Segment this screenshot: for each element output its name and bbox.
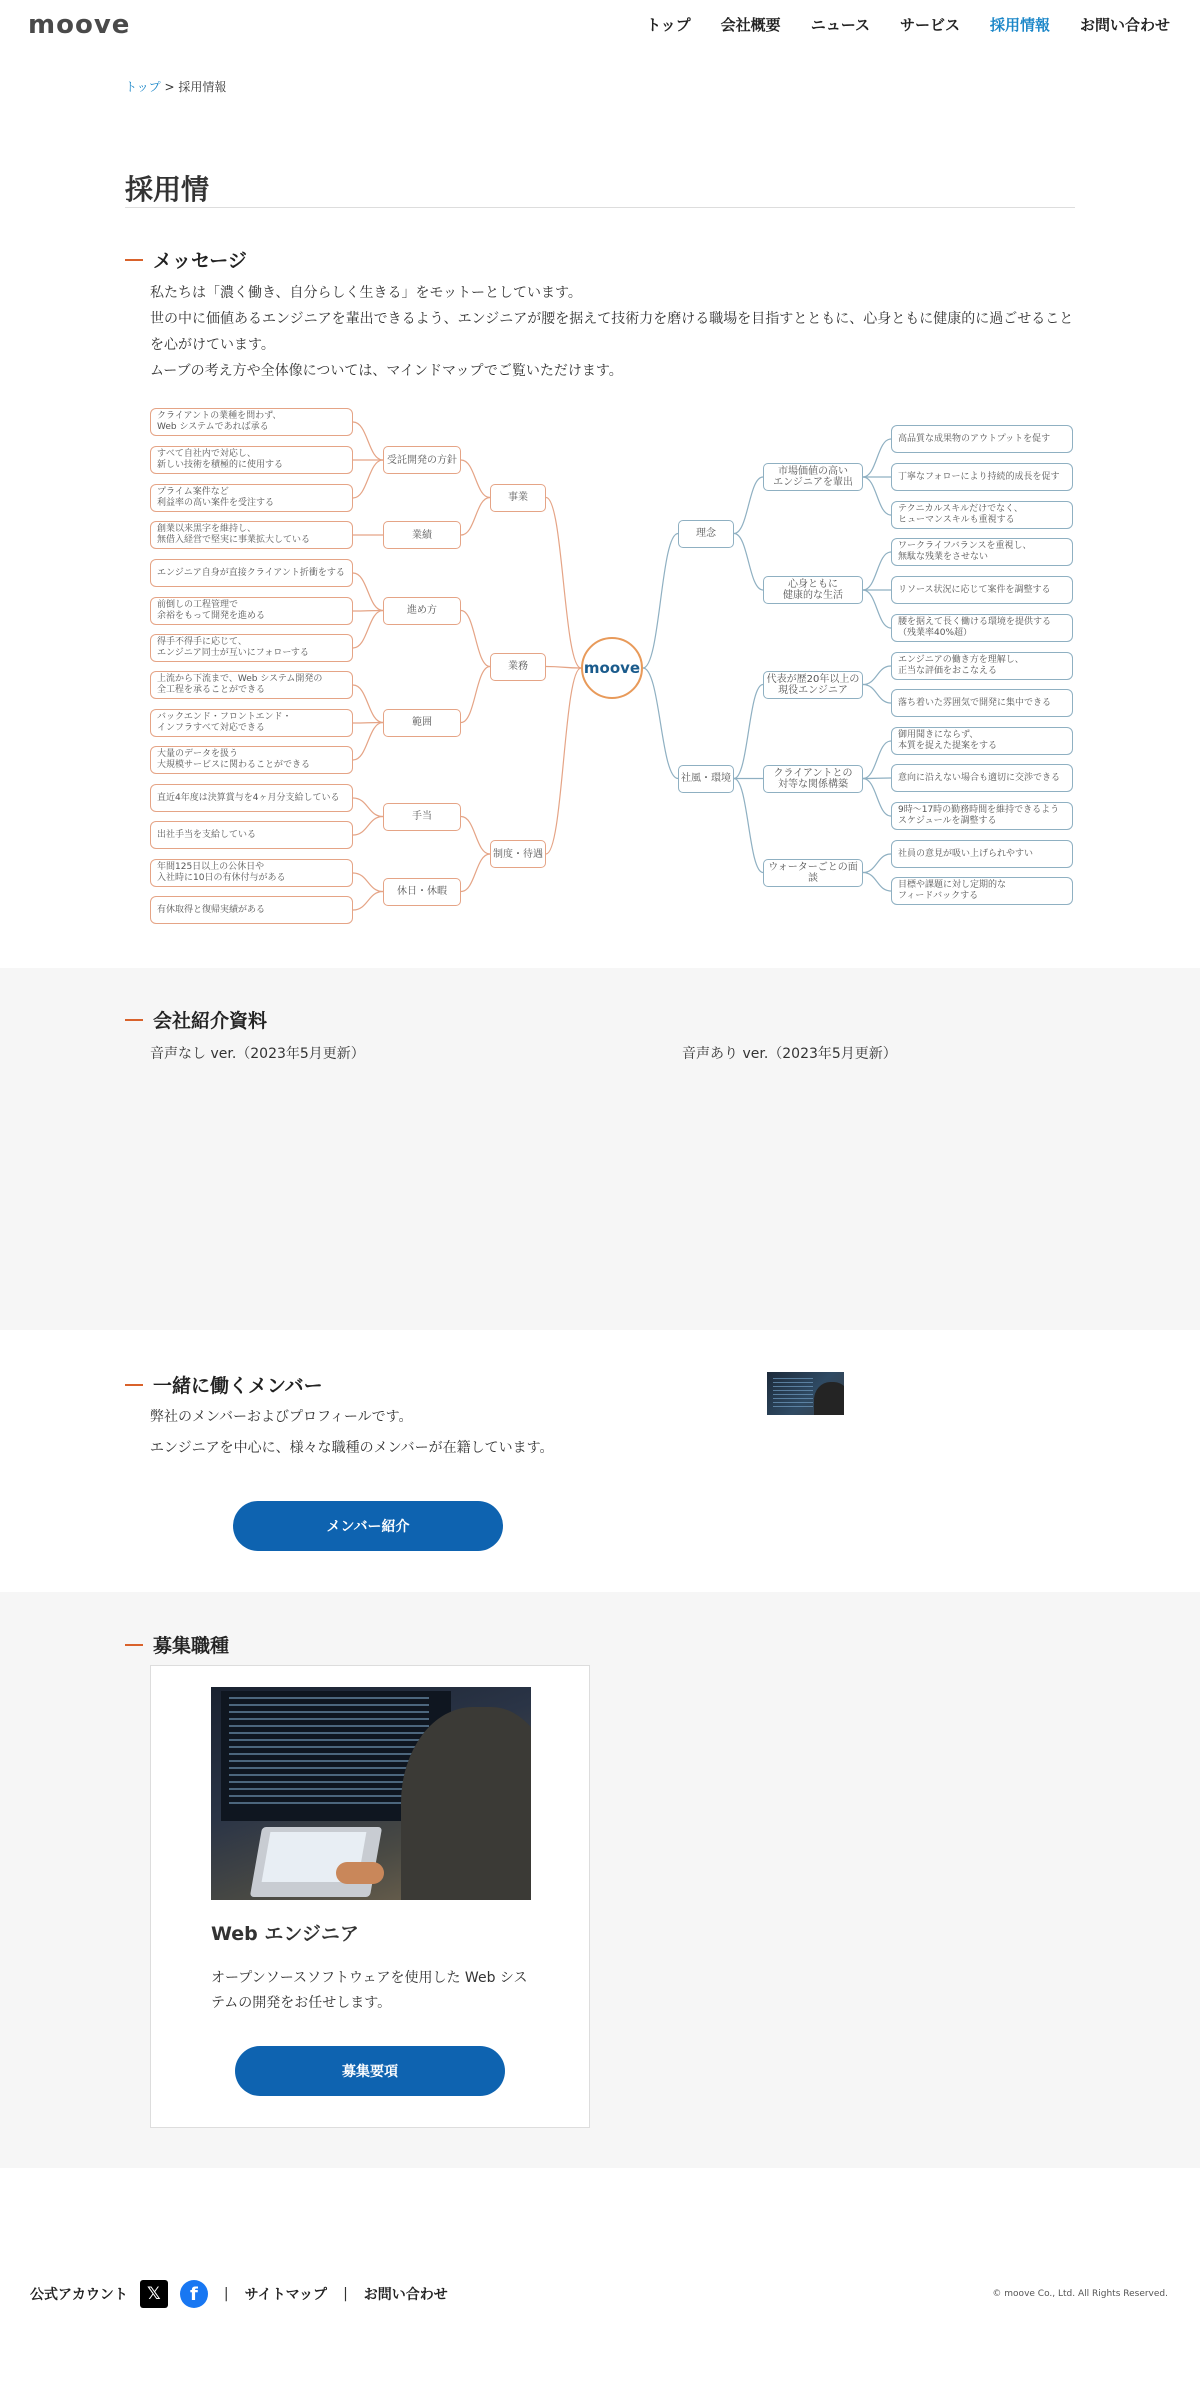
mindmap-right-leaf: 9時〜17時の勤務時間を維持できるよう スケジュールを調整する [891, 802, 1073, 830]
mindmap-connector [643, 534, 678, 669]
mindmap-connector [461, 498, 490, 536]
mindmap-right-leaf: 丁寧なフォローにより持続的成長を促す [891, 463, 1073, 491]
message-line: 私たちは「濃く働き、自分らしく生きる」をモットーとしています。 [150, 285, 582, 301]
message-body [150, 280, 1080, 384]
main-nav [646, 14, 1170, 35]
mindmap-right-main: 社風・環境 [678, 765, 734, 793]
mindmap-left-mid: 進め方 [383, 597, 461, 625]
x-icon[interactable]: 𝕏 [140, 2280, 168, 2308]
job-description: オープンソースソフトウェアを使用した Web システムの開発をお任せします。 [211, 1970, 528, 2011]
breadcrumb-home[interactable]: トップ [125, 80, 161, 94]
member-intro-button[interactable]: メンバー紹介 [233, 1501, 503, 1551]
members-thumbnail[interactable] [767, 1372, 844, 1415]
mindmap-connector [461, 854, 490, 892]
mindmap-right-leaf: テクニカルスキルだけでなく、 ヒューマンスキルも重視する [891, 501, 1073, 529]
members-heading-text: 一緒に働くメンバー [153, 1375, 323, 1397]
mindmap-connector [863, 778, 891, 779]
members-heading [125, 1371, 323, 1398]
mindmap-connector [546, 498, 581, 669]
mindmap-left-main: 業務 [490, 653, 546, 681]
mindmap-connector [863, 873, 891, 892]
mindmap-left-leaf: エンジニア自身が直接クライアント折衝をする [150, 559, 353, 587]
mindmap-connector [863, 741, 891, 779]
mindmap-left-leaf: プライム案件など 利益率の高い案件を受注する [150, 484, 353, 512]
mindmap-connector [461, 667, 490, 723]
mindmap-right-mid: 代表が歴20年以上の 現役エンジニア [763, 671, 863, 699]
site-footer [0, 2270, 1200, 2310]
material-silent-label: 音声なし ver.（2023年5月更新） [150, 1046, 365, 1062]
mindmap-right-mid: クライアントとの 対等な関係構築 [763, 765, 863, 793]
heading-dash [125, 259, 143, 261]
mindmap-connector [863, 477, 891, 515]
mindmap-connector [863, 854, 891, 873]
nav-news[interactable]: ニュース [810, 16, 870, 34]
mindmap-right-mid: ウォーターごとの面談 [763, 859, 863, 887]
footer-sep: | [343, 2286, 348, 2302]
copyright: © moove Co., Ltd. All Rights Reserved. [992, 2289, 1168, 2299]
mindmap-right-leaf: 落ち着いた雰囲気で開発に集中できる [891, 689, 1073, 717]
nav-service[interactable]: サービス [899, 16, 960, 34]
mindmap-connector [353, 798, 383, 817]
breadcrumb [125, 78, 226, 95]
mindmap-right-leaf: 意向に沿えない場合も適切に交渉できる [891, 764, 1073, 792]
title-divider [125, 207, 1075, 208]
mindmap-connector [353, 685, 383, 723]
mindmap-right-leaf: ワークライフバランスを重視し、 無駄な残業をさせない [891, 538, 1073, 566]
message-heading [125, 246, 247, 273]
members-line: 弊社のメンバーおよびプロフィールです。 [150, 1409, 413, 1425]
breadcrumb-sep: > [164, 80, 175, 94]
message-line: ムーブの考え方や全体像については、マインドマップでご覧いただけます。 [150, 363, 623, 379]
mindmap-connector [734, 534, 763, 591]
jobs-heading [125, 1631, 229, 1658]
mindmap-right-leaf: 社員の意見が吸い上げられやすい [891, 840, 1073, 868]
heading-dash [125, 1644, 143, 1646]
nav-company[interactable]: 会社概要 [720, 16, 781, 34]
mindmap-connector [353, 723, 383, 761]
mindmap-right-main: 理念 [678, 520, 734, 548]
footer-contact-link[interactable]: お問い合わせ [363, 2287, 448, 2303]
code-lines [229, 1697, 429, 1807]
nav-contact[interactable]: お問い合わせ [1079, 16, 1170, 34]
mindmap-left-leaf: 得手不得手に応じて、 エンジニア同士が互いにフォローする [150, 634, 353, 662]
mindmap-center-logo: moove [581, 637, 643, 699]
footer-sitemap-link[interactable]: サイトマップ [244, 2287, 328, 2303]
site-logo[interactable]: moove [28, 10, 131, 40]
mindmap-right-mid: 心身ともに 健康的な生活 [763, 576, 863, 604]
message-line: を心がけています。 [150, 337, 275, 353]
mindmap-connector [863, 552, 891, 590]
mindmap-left-leaf: 上流から下流まで、Web システム開発の 全工程を承ることができる [150, 671, 353, 699]
heading-dash [125, 1019, 143, 1021]
mindmap-right-leaf: 御用聞きにならず、 本質を捉えた提案をする [891, 727, 1073, 755]
mindmap [145, 400, 1080, 935]
mindmap-connector [734, 779, 763, 873]
mindmap-connector [353, 873, 383, 892]
mindmap-left-mid: 休日・休暇 [383, 878, 461, 906]
mindmap-right-leaf: 目標や課題に対し定期的な フィードバックする [891, 877, 1073, 905]
mindmap-connector [353, 573, 383, 611]
footer-links [30, 2280, 448, 2308]
members-body [150, 1402, 1080, 1464]
mindmap-connector [353, 817, 383, 836]
mindmap-connector [863, 779, 891, 817]
hand-shape [336, 1862, 384, 1884]
mindmap-connector [353, 460, 383, 498]
mindmap-right-leaf: 腰を据えて長く働ける環境を提供する （残業率40%超） [891, 614, 1073, 642]
mindmap-left-leaf: クライアントの業種を問わず、 Web システムであれば承る [150, 408, 353, 436]
materials-heading-text: 会社紹介資料 [153, 1010, 268, 1032]
mindmap-left-leaf: 有休取得と復帰実績がある [150, 896, 353, 924]
jobs-heading-text: 募集職種 [153, 1635, 230, 1657]
message-heading-text: メッセージ [153, 250, 247, 272]
mindmap-connector [353, 723, 383, 724]
members-line: エンジニアを中心に、様々な職種のメンバーが在籍しています。 [150, 1440, 554, 1456]
mindmap-right-leaf: リソース状況に応じて案件を調整する [891, 576, 1073, 604]
mindmap-left-leaf: 出社手当を支給している [150, 821, 353, 849]
job-title: Web エンジニア [211, 1923, 359, 1945]
mindmap-left-leaf: バックエンド・フロントエンド・ インフラすべて対応できる [150, 709, 353, 737]
official-accounts-label: 公式アカウント [30, 2287, 128, 2303]
code-lines [773, 1378, 813, 1408]
mindmap-connector [863, 685, 891, 704]
mindmap-connector [353, 892, 383, 911]
mindmap-connector [461, 611, 490, 667]
mindmap-connector [546, 667, 581, 669]
mindmap-connector [546, 668, 581, 854]
mindmap-connector [461, 460, 490, 498]
mindmap-left-leaf: 大量のデータを扱う 大規模サービスに関わることができる [150, 746, 353, 774]
mindmap-left-mid: 業績 [383, 521, 461, 549]
page-title: 採用情 [125, 173, 210, 206]
mindmap-left-leaf: すべて自社内で対応し、 新しい技術を積極的に使用する [150, 446, 353, 474]
mindmap-left-leaf: 前倒しの工程管理で 余裕をもって開発を進める [150, 597, 353, 625]
breadcrumb-current: 採用情報 [178, 80, 227, 94]
mindmap-left-mid: 範囲 [383, 709, 461, 737]
mindmap-connector [353, 422, 383, 460]
mindmap-connector [461, 817, 490, 855]
mindmap-connector [863, 666, 891, 685]
job-card[interactable] [150, 1665, 590, 2128]
mindmap-right-leaf: 高品質な成果物のアウトプットを促す [891, 425, 1073, 453]
heading-dash [125, 1384, 143, 1386]
nav-top[interactable]: トップ [646, 16, 691, 34]
job-details-button[interactable]: 募集要項 [235, 2046, 505, 2096]
material-audio-label: 音声あり ver.（2023年5月更新） [682, 1046, 897, 1062]
mindmap-left-mid: 受託開発の方針 [383, 446, 461, 474]
mindmap-left-leaf: 直近4年度は決算賞与を4ヶ月分支給している [150, 784, 353, 812]
job-image [211, 1687, 531, 1900]
mindmap-left-leaf: 年間125日以上の公休日や 入社時に10日の有休付与がある [150, 859, 353, 887]
mindmap-connector [353, 611, 383, 612]
mindmap-connector [734, 477, 763, 534]
nav-recruit[interactable]: 採用情報 [989, 16, 1050, 34]
site-header [0, 0, 1200, 52]
mindmap-left-leaf: 創業以来黒字を維持し、 無借入経営で堅実に事業拡大している [150, 521, 353, 549]
mindmap-right-leaf: エンジニアの働き方を理解し、 正当な評価をおこなえる [891, 652, 1073, 680]
facebook-icon[interactable]: f [180, 2280, 208, 2308]
mindmap-right-mid: 市場価値の高い エンジニアを輩出 [763, 463, 863, 491]
footer-sep: | [223, 2286, 229, 2302]
mindmap-connector [863, 439, 891, 477]
message-line: 世の中に価値あるエンジニアを輩出できるよう、エンジニアが腰を据えて技術力を磨ける職場を目指すとともに、心身ともに健康的に過ごせること [150, 311, 1074, 327]
mindmap-left-main: 制度・待遇 [490, 840, 546, 868]
materials-heading [125, 1006, 267, 1033]
mindmap-connector [734, 685, 763, 779]
mindmap-left-mid: 手当 [383, 803, 461, 831]
person-silhouette [814, 1382, 844, 1415]
mindmap-connector [863, 590, 891, 628]
mindmap-left-main: 事業 [490, 484, 546, 512]
person-silhouette [401, 1707, 531, 1900]
mindmap-connector [353, 611, 383, 649]
mindmap-connector [643, 668, 678, 779]
